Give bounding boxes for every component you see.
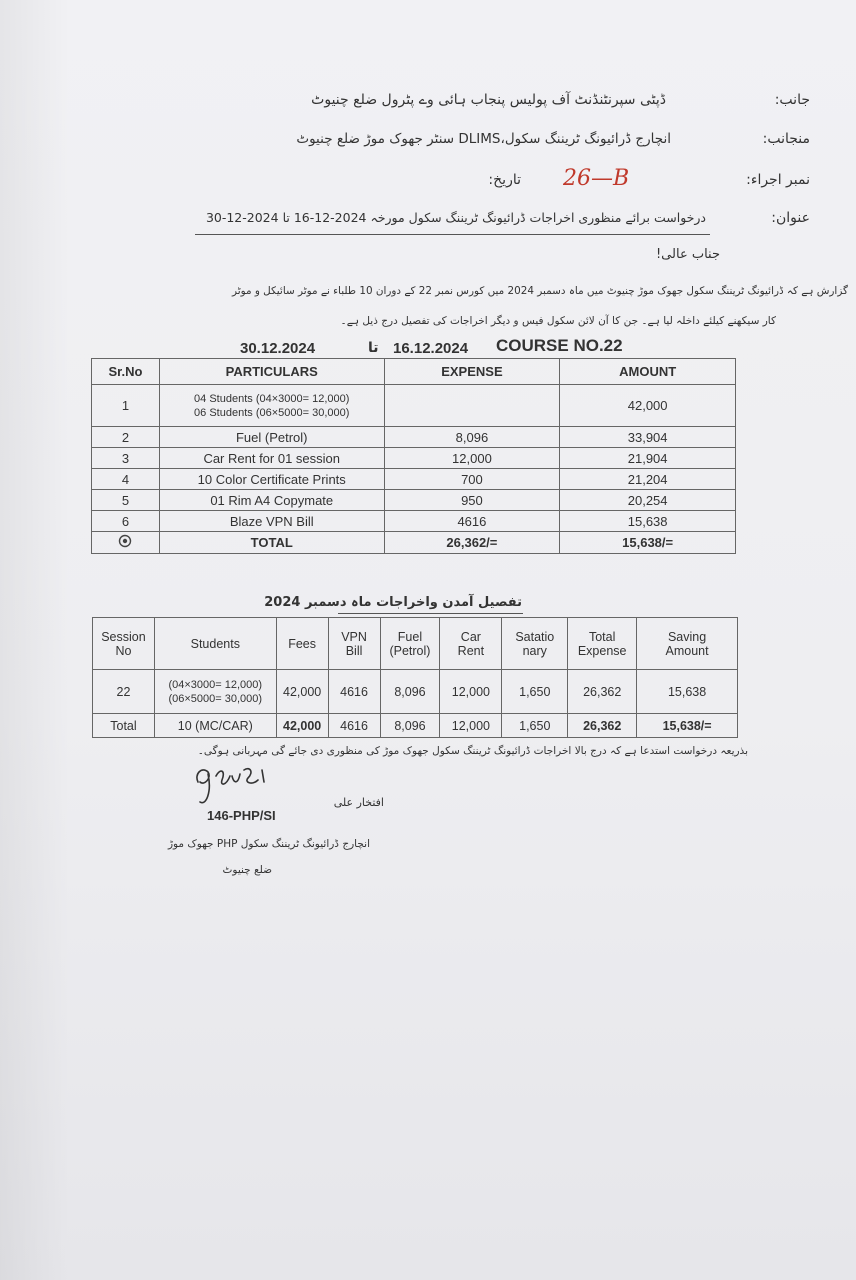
cell-expense <box>384 385 560 427</box>
cell-sr: 3 <box>92 448 160 469</box>
cell-sr: 6 <box>92 511 160 532</box>
course-expense-table <box>91 358 736 554</box>
header-line: Satatio <box>515 629 555 644</box>
cell-car-rent: 12,000 <box>440 670 502 714</box>
header-line: Bill <box>345 643 363 658</box>
header-session-no <box>93 618 155 670</box>
course-end-date: 30.12.2024 <box>240 340 316 357</box>
body-line-2: کار سیکھنے کیلئے داخلہ لیا ہے۔ جن کا آن لائن سکول فیس و دیگر اخراجات کی تفصیل درج ذیل ہے۔ <box>340 315 776 327</box>
total-amount: 15,638/= <box>560 532 736 554</box>
course-start-date: 16.12.2024 <box>393 340 469 357</box>
cell-expense: 950 <box>384 490 560 511</box>
header-line: Fuel <box>397 629 423 644</box>
cell-amount: 21,904 <box>560 448 736 469</box>
header-saving-amount <box>637 618 738 670</box>
table-row <box>92 490 736 511</box>
sender-label: منجانب: <box>762 131 810 147</box>
header-line: Rent <box>457 643 485 658</box>
cell-expense: 12,000 <box>384 448 560 469</box>
salutation: جناب عالی! <box>655 247 720 262</box>
table-total-row <box>92 532 736 554</box>
cell-saving: 15,638 <box>637 670 738 714</box>
students-line: (04×3000= 12,000) <box>168 678 263 691</box>
cell-particulars: 01 Rim A4 Copymate <box>159 490 384 511</box>
course-title: COURSE NO.22 <box>496 336 623 355</box>
header-line: Session <box>101 629 146 644</box>
header-line: nary <box>522 643 547 658</box>
from-text: ڈپٹی سپرنٹنڈنٹ آف پولیس پنجاب ہائی وے پٹرول ضلع چنیوٹ <box>311 92 666 108</box>
total-fees: 42,000 <box>276 714 328 738</box>
header-car-rent <box>440 618 502 670</box>
cell-amount: 15,638 <box>560 511 736 532</box>
cell-stationary: 1,650 <box>502 670 568 714</box>
cell-expense: 8,096 <box>384 427 560 448</box>
subject-text: درخواست برائے منظوری اخراجات ڈرائیونگ ٹریننگ سکول مورخہ 2024-12-16 تا 2024-12-30 <box>205 210 706 225</box>
total-vpn: 4616 <box>328 714 380 738</box>
signature <box>192 752 282 810</box>
cell-expense: 4616 <box>384 511 560 532</box>
table-row <box>92 427 736 448</box>
cell-particulars: Car Rent for 01 session <box>159 448 384 469</box>
header-line: Expense <box>577 643 627 658</box>
sender-text: انچارج ڈرائیونگ ٹریننگ سکول،DLIMS سنٹر جھوک موڑ ضلع چنیوٹ <box>296 131 671 147</box>
header-amount: AMOUNT <box>560 359 736 385</box>
subject-label: عنوان: <box>771 210 810 226</box>
course-to-word: تا <box>368 340 379 356</box>
header-line: No <box>115 643 132 658</box>
header-vpn-bill <box>328 618 380 670</box>
officer-name: افتخار علی <box>333 796 384 809</box>
cell-sr: 4 <box>92 469 160 490</box>
total-expense: 26,362/= <box>384 532 560 554</box>
cell-students <box>154 670 276 714</box>
cell-total-expense: 26,362 <box>568 670 637 714</box>
date-label: تاریخ: <box>488 172 521 188</box>
table-total-row <box>93 714 738 738</box>
table-row <box>92 448 736 469</box>
header-line: Total <box>588 629 616 644</box>
table-header-row <box>92 359 736 385</box>
circled-mark-icon <box>118 534 132 548</box>
total-stationary: 1,650 <box>502 714 568 738</box>
number-label: نمبر اجراء: <box>746 172 810 188</box>
total-expense: 26,362 <box>568 714 637 738</box>
header-particulars: PARTICULARS <box>159 359 384 385</box>
officer-district: ضلع چنیوٹ <box>222 864 272 876</box>
table-row <box>93 670 738 714</box>
header-expense: EXPENSE <box>384 359 560 385</box>
total-car-rent: 12,000 <box>440 714 502 738</box>
dispatch-number: 26—B <box>563 166 630 191</box>
header-stationary <box>502 618 568 670</box>
header-line: VPN <box>341 629 367 644</box>
table-header-row <box>93 618 738 670</box>
from-label: جانب: <box>774 92 810 108</box>
cell-session: 22 <box>93 670 155 714</box>
total-students: 10 (MC/CAR) <box>154 714 276 738</box>
total-label: Total <box>93 714 155 738</box>
header-sr-no: Sr.No <box>92 359 160 385</box>
summary-title: تفصیل آمدن واخراجات ماہ دسمبر 2024 <box>264 595 522 610</box>
cell-sr: 1 <box>92 385 160 427</box>
cell-particulars: Fuel (Petrol) <box>159 427 384 448</box>
header-line: Saving <box>667 629 707 644</box>
header-line: Car <box>460 629 481 644</box>
cell-amount: 21,204 <box>560 469 736 490</box>
students-line: (06×5000= 30,000) <box>168 692 263 705</box>
header-fuel <box>380 618 440 670</box>
cell-fuel: 8,096 <box>380 670 440 714</box>
cell-amount: 20,254 <box>560 490 736 511</box>
cell-expense: 700 <box>384 469 560 490</box>
table-row <box>92 469 736 490</box>
cell-vpn: 4616 <box>328 670 380 714</box>
total-marker-cell <box>92 532 160 554</box>
total-saving: 15,638/= <box>637 714 738 738</box>
total-fuel: 8,096 <box>380 714 440 738</box>
monthly-summary-table <box>92 617 738 738</box>
summary-title-underline <box>338 613 523 614</box>
cell-amount: 42,000 <box>560 385 736 427</box>
header-total-expense <box>568 618 637 670</box>
cell-sr: 5 <box>92 490 160 511</box>
particulars-line: 04 Students (04×3000= 12,000) <box>194 392 350 405</box>
belt-number: 146-PHP/SI <box>207 808 276 823</box>
header-students: Students <box>154 618 276 670</box>
header-line: Amount <box>665 643 709 658</box>
header-fees: Fees <box>276 618 328 670</box>
cell-particulars: Blaze VPN Bill <box>159 511 384 532</box>
cell-sr: 2 <box>92 427 160 448</box>
officer-designation: انچارج ڈرائیونگ ٹریننگ سکول PHP جھوک موڑ <box>167 838 370 850</box>
total-label: TOTAL <box>159 532 384 554</box>
subject-underline <box>195 234 710 235</box>
table-row <box>92 511 736 532</box>
cell-particulars: 10 Color Certificate Prints <box>159 469 384 490</box>
table-row <box>92 385 736 427</box>
header-line: (Petrol) <box>389 643 431 658</box>
cell-amount: 33,904 <box>560 427 736 448</box>
cell-particulars <box>159 385 384 427</box>
closing-request: بذریعہ درخواست استدعا ہے کہ درج بالا اخراجات ڈرائیونگ ٹریننگ سکول جھوک موڑ کی منظوری دی جائے گی مہربانی ہوگی۔ <box>197 745 748 757</box>
cell-fees: 42,000 <box>276 670 328 714</box>
body-line-1: گزارش ہے کہ ڈرائیونگ ٹریننگ سکول جھوک موڑ چنیوٹ میں ماہ دسمبر 2024 میں کورس نمبر 22 کے دوران 10 طلباء نے موٹر سائیکل و موٹر <box>232 285 848 297</box>
particulars-line: 06 Students (06×5000= 30,000) <box>194 406 350 419</box>
